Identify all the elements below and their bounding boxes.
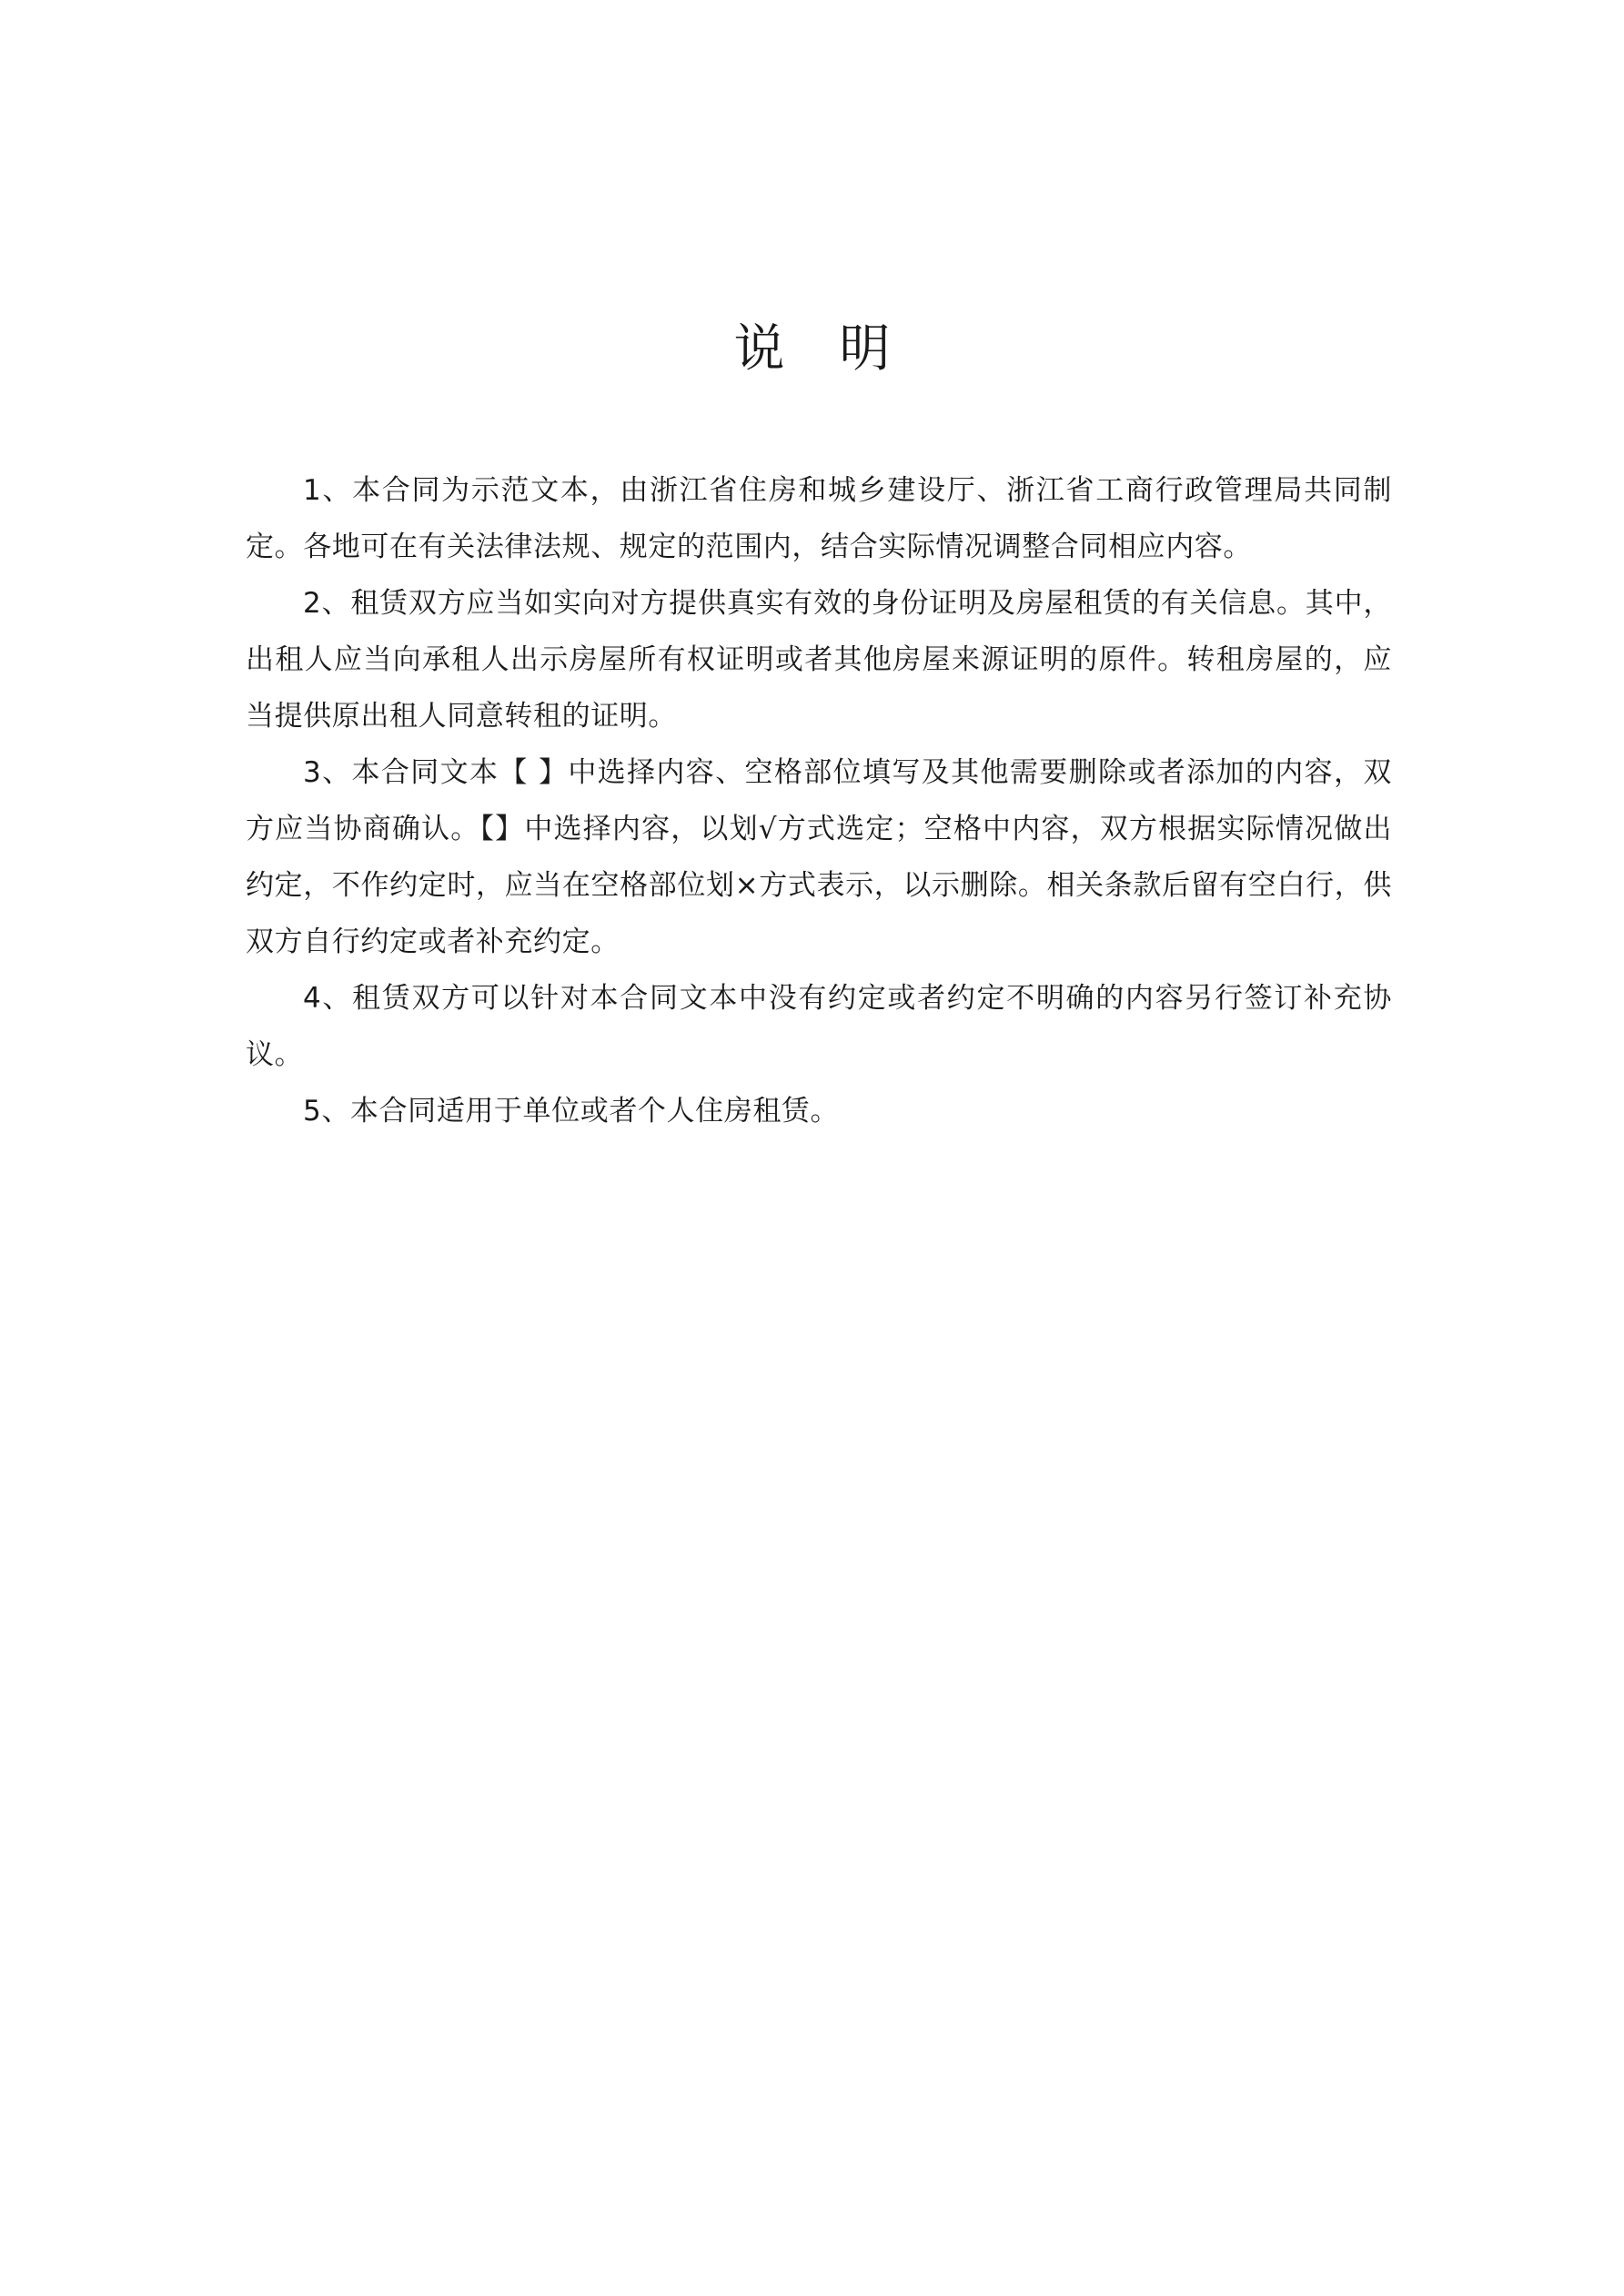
instructions-body bbox=[246, 462, 1392, 1139]
instruction-paragraph-2: 2、租赁双方应当如实向对方提供真实有效的身份证明及房屋租赁的有关信息。其中，出租人应当向承租人出示房屋所有权证明或者其他房屋来源证明的原件。转租房屋的，应当提供原出租人同意转租的证明。 bbox=[246, 587, 1392, 733]
instruction-paragraph-1: 1、本合同为示范文本，由浙江省住房和城乡建设厅、浙江省工商行政管理局共同制定。各地可在有关法律法规、规定的范围内，结合实际情况调整合同相应内容。 bbox=[246, 474, 1392, 563]
instruction-paragraph-4: 4、租赁双方可以针对本合同文本中没有约定或者约定不明确的内容另行签订补充协议。 bbox=[246, 982, 1392, 1071]
instruction-paragraph-5: 5、本合同适用于单位或者个人住房租赁。 bbox=[303, 1095, 840, 1128]
instruction-paragraph-3: 3、本合同文本【 】中选择内容、空格部位填写及其他需要删除或者添加的内容，双方应当协商确认。【】中选择内容，以划√方式选定；空格中内容，双方根据实际情况做出约定，不作约定时，应当在空格部位划×方式表示，以示删除。相关条款后留有空白行，供双方自行约定或者补充约定。 bbox=[246, 756, 1392, 958]
page-title: 说明 bbox=[733, 319, 945, 379]
